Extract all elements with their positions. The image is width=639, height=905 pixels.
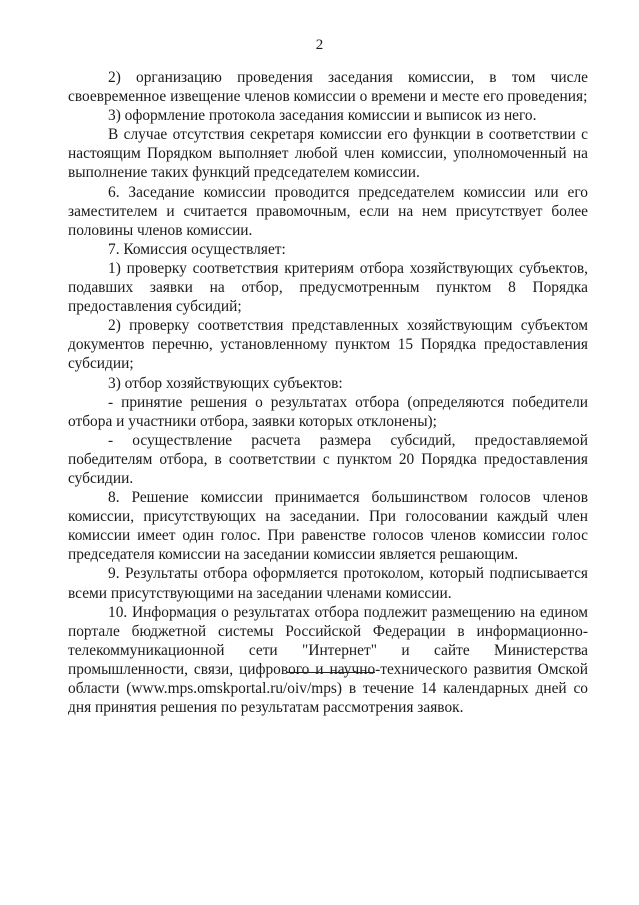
paragraph-section-7-item-3: 3) отбор хозяйствующих субъектов: [108, 374, 343, 392]
end-of-text-rule [287, 672, 375, 673]
paragraph-section-7: 7. Комиссия осуществляет: [108, 240, 286, 258]
paragraph-secretary-absence: В случае отсутствия секретаря комиссии его функции в соответствии с настоящим Порядком выполняет любой член комиссии, уполномоченный на выполнение таких функций председателем комиссии. [68, 126, 588, 182]
document-body [68, 68, 588, 717]
paragraph-dash-decision: - принятие решения о результатах отбора (определяются победители отбора и участники отбора, заявки которых отклонены); [68, 393, 588, 430]
paragraph-section-8: 8. Решение комиссии принимается большинством голосов членов комиссии, присутствующих на заседании. При голосовании каждый член комиссии имеет один голос. При равенстве голосов членов комиссии голос председателя комиссии на заседании комиссии является решающим. [68, 489, 588, 564]
paragraph-section-7-item-2: 2) проверку соответствия представленных хозяйствующим субъектом документов перечню, установленному пунктом 15 Порядка предоставления субсидии; [68, 317, 588, 373]
paragraph-item-3: 3) оформление протокола заседания комиссии и выписок из него. [108, 107, 537, 125]
paragraph-dash-calculation: - осуществление расчета размера субсидий, предоставляемой победителям отбора, в соответствии с пунктом 20 Порядка предоставления субсидии. [68, 431, 588, 487]
paragraph-section-9: 9. Результаты отбора оформляется протоколом, который подписывается всеми присутствующими на заседании членами комиссии. [68, 565, 588, 602]
page-number: 2 [315, 37, 324, 53]
paragraph-section-6: 6. Заседание комиссии проводится председателем комиссии или его заместителем и считается правомочным, если на нем присутствует более половины членов комиссии. [68, 183, 588, 239]
paragraph-item-2: 2) организацию проведения заседания комиссии, в том числе своевременное извещение членов комиссии о времени и месте его проведения; [68, 69, 588, 106]
paragraph-section-7-item-1: 1) проверку соответствия критериям отбора хозяйствующих субъектов, подавших заявки на отбор, предусмотренным пунктом 8 Порядка предоставления субсидий; [68, 259, 588, 316]
paragraph-section-10: 10. Информация о результатах отбора подлежит размещению на едином портале бюджетной системы Российской Федерации в информационно-телекоммуникационной сети "Интернет" и сайте Министерства промышленности, связи, цифрового и научно-технического развития Омской области (www.mps.omskportal.ru/oiv/mps) в течение 14 календарных дней со дня принятия решения по результатам рассмотрения заявок. [68, 603, 588, 717]
